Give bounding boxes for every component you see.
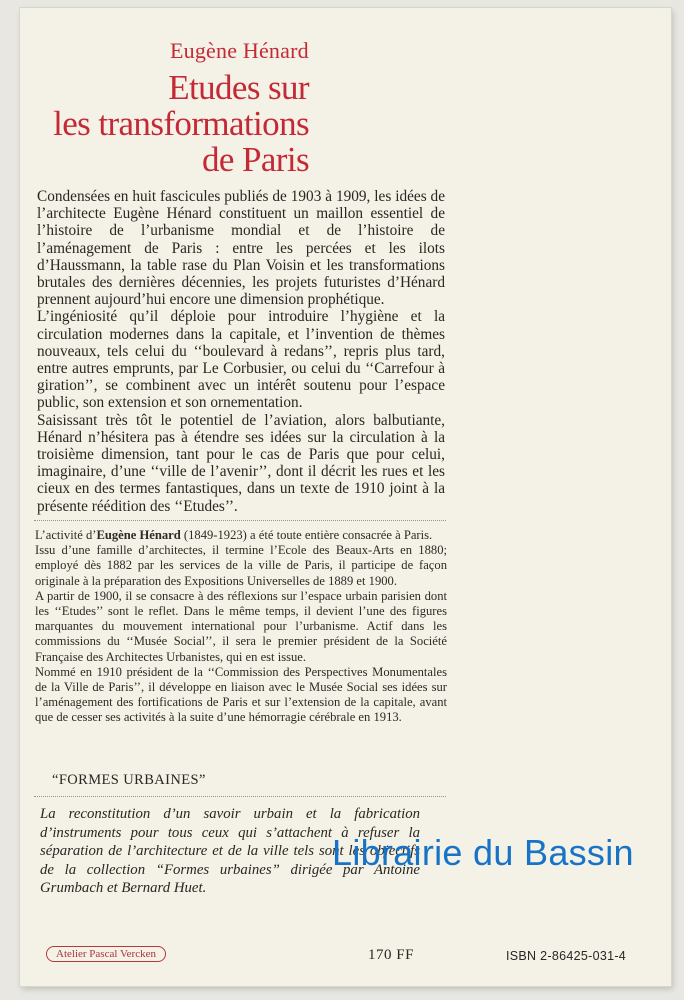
bio-paragraph-3: Nommé en 1910 président de la ‘‘Commission des Perspectives Monumentales de la Ville de Paris’’, il développe en liaison avec le Musée Social ses idées sur l’aménagement des fortifications de Paris et sur l’extension de la capitale, avant que de cesser ses activités à la suite d’une hémorragie cérébrale en 1913.	[35, 664, 447, 725]
author-biography	[35, 528, 447, 726]
title-line-3: de Paris	[202, 140, 309, 179]
bio-paragraph-1: Issu d’une famille d’architectes, il termine l’Ecole des Beaux-Arts en 1880; employé dès 1882 par les services de la ville de Paris, il participe de façon originale à la préparation des Expositions Universelles de 1889 et 1900.	[35, 543, 447, 588]
bio-lead-name: Eugène Hénard	[96, 528, 181, 542]
bio-paragraph-2: A partir de 1900, il se consacre à des réflexions sur l’espace urbain parisien dont les ‘‘Etudes’’ sont le reflet. Dans le même temps, il devient l’une des figures marquantes du mouvement international pour l’urbanisme. Actif dans les commissions du ‘‘Musée Social’’, il sera le premier président de la Société Française des Architectes Urbanistes, qui en est issue.	[35, 588, 447, 664]
intro-text	[37, 188, 445, 515]
bio-lead-before: L’activité d’	[35, 528, 97, 542]
isbn-label: ISBN 2-86425-031-4	[506, 949, 627, 963]
price-label: 170 FF	[368, 947, 414, 963]
section-divider-top	[34, 520, 446, 521]
series-name: “FORMES URBAINES”	[52, 772, 206, 788]
bio-lead	[35, 528, 447, 543]
bio-lead-after: (1849-1923) a été toute entière consacrée à Paris.	[180, 528, 433, 542]
publisher-label: Atelier Pascal Vercken	[46, 946, 166, 962]
series-description: La reconstitution d’un savoir urbain et la fabrication d’instruments pour tous ceux qui s’attachent à refuser la séparation de l’architecture et de la ville tels sont les objectifs de la collection “Formes urbaines” dirigée par Antoine Grumbach et Bernard Huet.	[40, 806, 420, 896]
author-name: Eugène Hénard	[170, 38, 309, 63]
bookseller-watermark: Librairie du Bassin	[332, 832, 634, 873]
intro-paragraph-2: L’ingéniosité qu’il déploie pour introduire l’hygiène et la circulation modernes dans la capitale, et l’invention de thèmes nouveaux, tels celui du ‘‘boulevard à redans’’, repris plus tard, entre autres emprunts, par Le Corbusier, ou celui du ‘‘Carrefour à giration’’, se combinent avec un intérêt soutenu pour l’espace public, son extension et son ornementation.	[37, 308, 445, 412]
title-line-2: les transformations	[53, 104, 309, 143]
intro-paragraph-1: Condensées en huit fascicules publiés de 1903 à 1909, les idées de l’architecte Eugène Hénard constituent un maillon essentiel de l’histoire de l’urbanisme mondial et de l’histoire de l’aménagement de Paris : entre les percées et les ilots d’Haussmann, la table rase du Plan Voisin et les transformations brutales des dernières décennies, les projets futuristes d’Hénard prennent aujourd’hui encore une dimension prophétique.	[37, 188, 445, 309]
section-divider-bottom	[34, 796, 446, 797]
book-back-cover	[20, 8, 671, 986]
intro-paragraph-3: Saisissant très tôt le potentiel de l’aviation, alors balbutiante, Hénard n’hésitera pas à étendre ses idées sur la circulation à la troisième dimension, tant pour le cas de Paris que pour celui, imaginaire, d’une ‘‘ville de l’avenir’’, dont il décrit les rues et les cieux en des termes fantastiques, dans un texte de 1910 joint à la présente réédition des ‘‘Etudes’’.	[37, 411, 445, 515]
title-line-1: Etudes sur	[168, 68, 309, 107]
book-title	[0, 70, 309, 178]
